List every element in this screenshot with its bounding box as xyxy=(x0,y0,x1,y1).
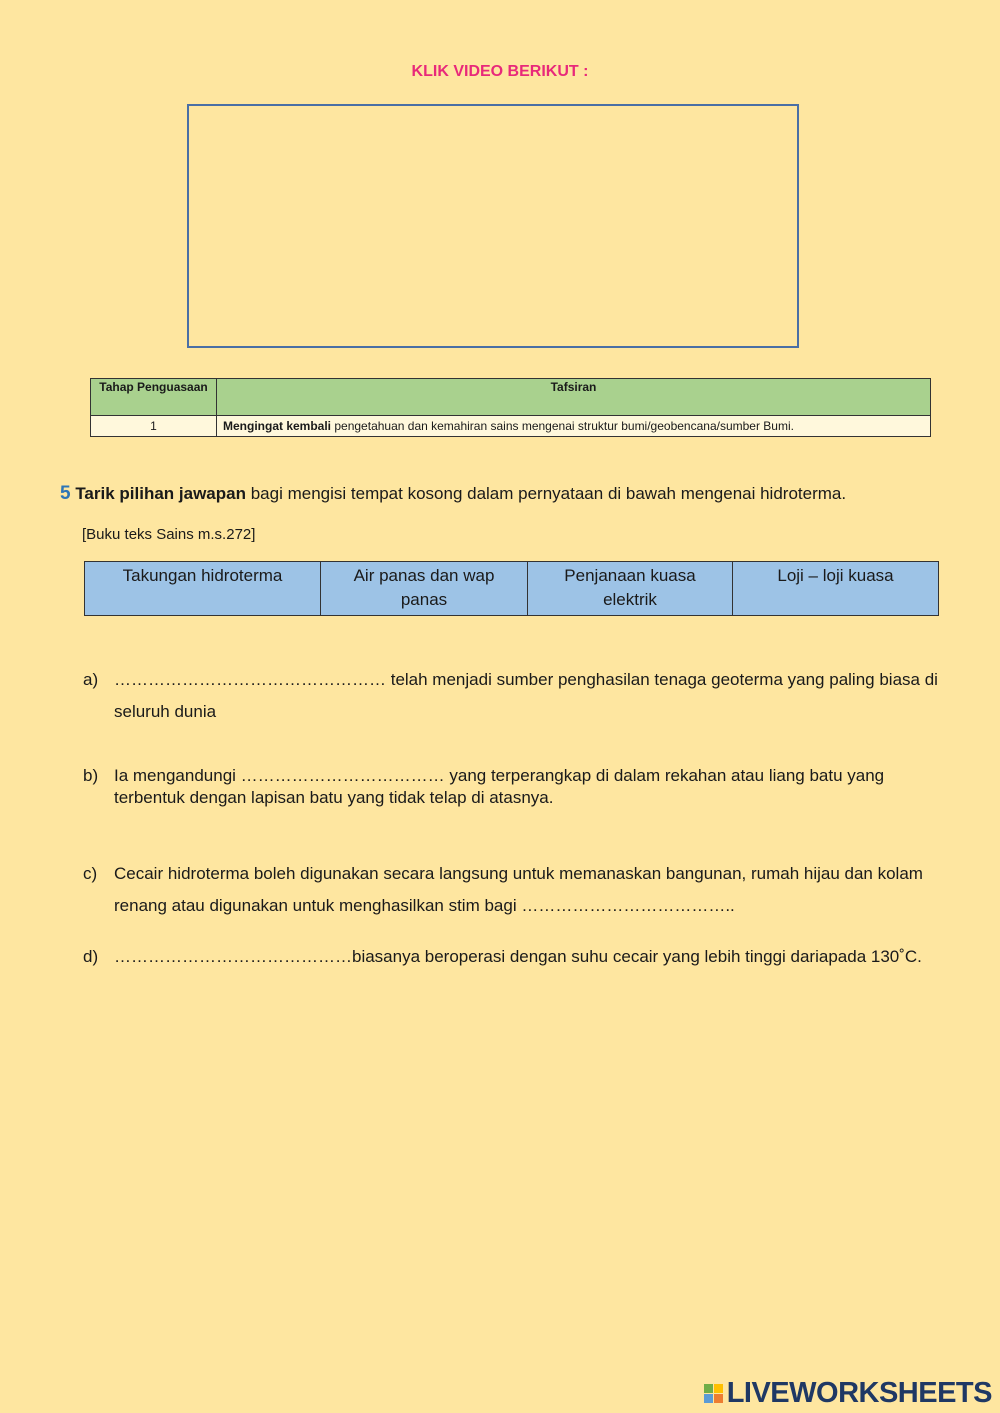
logo-square xyxy=(704,1394,713,1403)
brand-name: LIVEWORKSHEETS xyxy=(726,1377,992,1409)
choice-air-panas[interactable]: Air panas dan wap panas xyxy=(321,562,528,616)
item-d xyxy=(83,946,939,968)
logo-square xyxy=(714,1384,723,1393)
item-text[interactable]: ………………………………………… telah menjadi sumber penghasilan tenaga geoterma yang paling biasa di seluruh dunia xyxy=(114,670,938,721)
item-text[interactable]: ……………………………………biasanya beroperasi dengan suhu cecair yang lebih tinggi dariapada 130˚C. xyxy=(114,947,922,966)
question-bold: Tarik pilihan jawapan xyxy=(75,484,246,503)
video-instruction: KLIK VIDEO BERIKUT : xyxy=(411,63,589,80)
item-b xyxy=(83,765,939,809)
item-text[interactable]: Cecair hidroterma boleh digunakan secara langsung untuk memanaskan bangunan, rumah hijau dan kolam renang atau digunakan untuk menghasilkan stim bagi ……………………………….. xyxy=(114,864,923,915)
item-label: a) xyxy=(83,670,99,689)
tafsiran-text: pengetahuan dan kemahiran sains mengenai struktur bumi/geobencana/sumber Bumi. xyxy=(331,419,794,433)
item-a xyxy=(83,664,939,728)
question-5 xyxy=(60,483,846,505)
table-header-tafsiran: Tafsiran xyxy=(217,379,931,416)
answer-choices xyxy=(84,561,939,616)
item-c xyxy=(83,858,939,922)
question-text: bagi mengisi tempat kosong dalam pernyataan di bawah mengenai hidroterma. xyxy=(246,484,847,503)
textbook-reference: [Buku teks Sains m.s.272] xyxy=(82,526,256,543)
table-cell-level: 1 xyxy=(91,416,217,437)
item-label: c) xyxy=(83,864,98,883)
choice-takungan-hidroterma[interactable]: Takungan hidroterma xyxy=(85,562,321,616)
logo-square xyxy=(714,1394,723,1403)
tahap-penguasaan-table xyxy=(90,378,931,437)
tafsiran-bold: Mengingat kembali xyxy=(223,419,332,433)
video-player[interactable] xyxy=(187,104,799,348)
table-cell-tafsiran xyxy=(217,416,931,437)
logo-square xyxy=(704,1384,713,1393)
liveworksheets-brand xyxy=(704,1377,992,1410)
question-number: 5 xyxy=(60,483,71,504)
liveworksheets-logo-icon xyxy=(704,1384,723,1403)
item-label: d) xyxy=(83,947,99,966)
item-label: b) xyxy=(83,766,99,785)
item-text[interactable]: Ia mengandungi ……………………………… yang terperangkap di dalam rekahan atau liang batu yang terbentuk dengan lapisan batu yang tidak telap di atasnya. xyxy=(114,766,885,807)
choice-loji-kuasa[interactable]: Loji – loji kuasa xyxy=(733,562,939,616)
table-header-tahap: Tahap Penguasaan xyxy=(91,379,217,416)
choice-penjanaan-kuasa[interactable]: Penjanaan kuasa elektrik xyxy=(528,562,733,616)
